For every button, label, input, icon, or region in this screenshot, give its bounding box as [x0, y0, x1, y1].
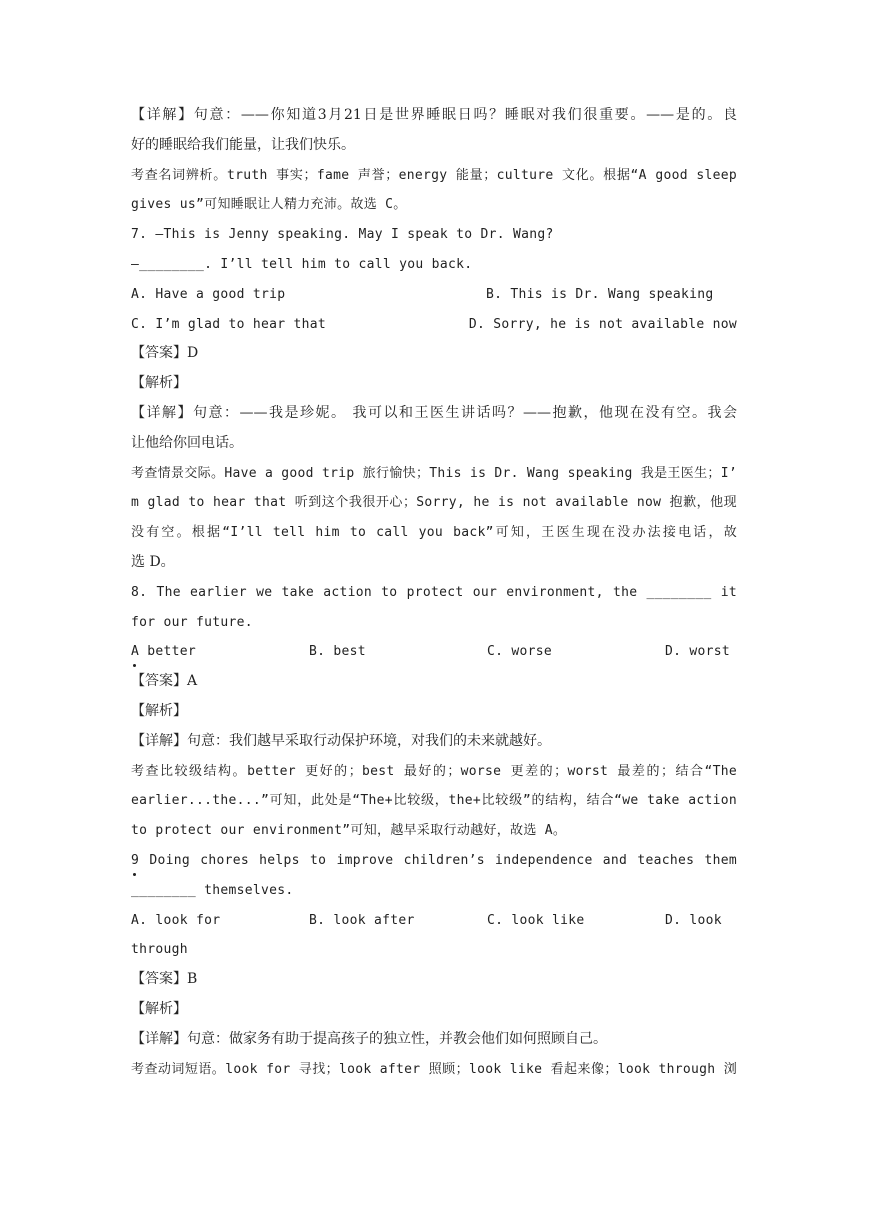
explanation-line: 考查情景交际。Have a good trip 旅行愉快；This is Dr. Wang speaking 我是王医生；I’	[131, 465, 737, 481]
option-d: D. look	[665, 912, 722, 928]
question-7-reply: —________. I’ll tell him to call you back.	[131, 256, 473, 272]
explanation-line: 好的睡眠给我们能量，让我们快乐。	[131, 136, 355, 153]
question-9-number: 9	[131, 852, 140, 868]
option-d-cont: through	[131, 942, 188, 958]
option-b: B. look after	[309, 912, 415, 928]
option-a-letter: A	[131, 644, 140, 660]
question-9-options	[131, 906, 737, 936]
explanation-line: 考查名词辨析。truth 事实；fame 声誉；energy 能量；culture 文化。根据“A good sleep	[131, 167, 737, 183]
explanation-line: 让他给你回电话。	[131, 434, 243, 451]
explanation-line: 【详解】句意：我们越早采取行动保护环境，对我们的未来就越好。	[131, 732, 551, 749]
explanation-line: earlier...the...”可知，此处是“The+比较级，the+比较级”的结构，结合“we take action	[131, 793, 737, 809]
explanation-line: 【详解】句意：——我是珍妮。 我可以和王医生讲话吗？——抱歉，他现在没有空。我会	[131, 404, 737, 421]
answer-label: 【答案】D	[131, 345, 199, 362]
analysis-label: 【解析】	[131, 702, 187, 719]
question-7-options-row-1	[131, 280, 737, 310]
explanation-line: gives us”可知睡眠让人精力充沛。故选 C。	[131, 197, 407, 213]
analysis-label: 【解析】	[131, 1000, 187, 1017]
question-7-stem: 7. —This is Jenny speaking. May I speak to Dr. Wang?	[131, 227, 554, 243]
question-9-stem-cont: ________ themselves.	[131, 882, 294, 898]
option-a: A. look for	[131, 912, 221, 928]
explanation-line: 【详解】句意：做家务有助于提高孩子的独立性，并教会他们如何照顾自己。	[131, 1030, 607, 1047]
option-d: D. Sorry, he is not available now	[468, 316, 737, 332]
option-a: A. Have a good trip	[131, 286, 286, 302]
option-c: C. I’m glad to hear that	[131, 316, 327, 332]
question-8-stem-cont: for our future.	[131, 614, 253, 630]
option-b: B. This is Dr. Wang speaking	[486, 286, 714, 302]
option-a-text: better	[139, 644, 197, 660]
explanation-line: 考查动词短语。look for 寻找；look after 照顾；look like 看起来像；look through 浏	[131, 1061, 737, 1077]
answer-label: 【答案】B	[131, 971, 198, 988]
explanation-line: 考查比较级结构。better 更好的；best 最好的；worse 更差的；worst 最差的；结合“The	[131, 763, 737, 779]
option-a	[131, 637, 309, 667]
explanation-line: m glad to hear that 听到这个我很开心；Sorry, he is not available now 抱歉，他现	[131, 495, 737, 511]
answer-label: 【答案】A	[131, 673, 198, 690]
option-b: B. best	[309, 644, 366, 660]
analysis-label: 【解析】	[131, 375, 187, 392]
option-c: C. worse	[487, 644, 553, 660]
question-9-text: Doing chores helps to improve children’s independence and teaches them	[149, 852, 737, 868]
question-9-stem	[131, 846, 737, 876]
explanation-line: to protect our environment”可知，越早采取行动越好，故选 A。	[131, 823, 567, 839]
explanation-line: 【详解】句意：——你知道3月21日是世界睡眠日吗？睡眠对我们很重要。——是的。良	[131, 107, 737, 123]
option-d: D. worst	[665, 644, 731, 660]
question-8-options	[131, 637, 737, 667]
option-c: C. look like	[487, 912, 585, 928]
explanation-line: 选 D。	[131, 553, 175, 570]
question-8-stem: 8. The earlier we take action to protect our environment, the ________ it	[131, 584, 737, 600]
question-7-options-row-2	[131, 310, 737, 340]
explanation-line: 没有空。根据“I’ll tell him to call you back”可知，王医生现在没办法接电话，故	[131, 525, 737, 541]
document-body	[131, 101, 737, 1084]
